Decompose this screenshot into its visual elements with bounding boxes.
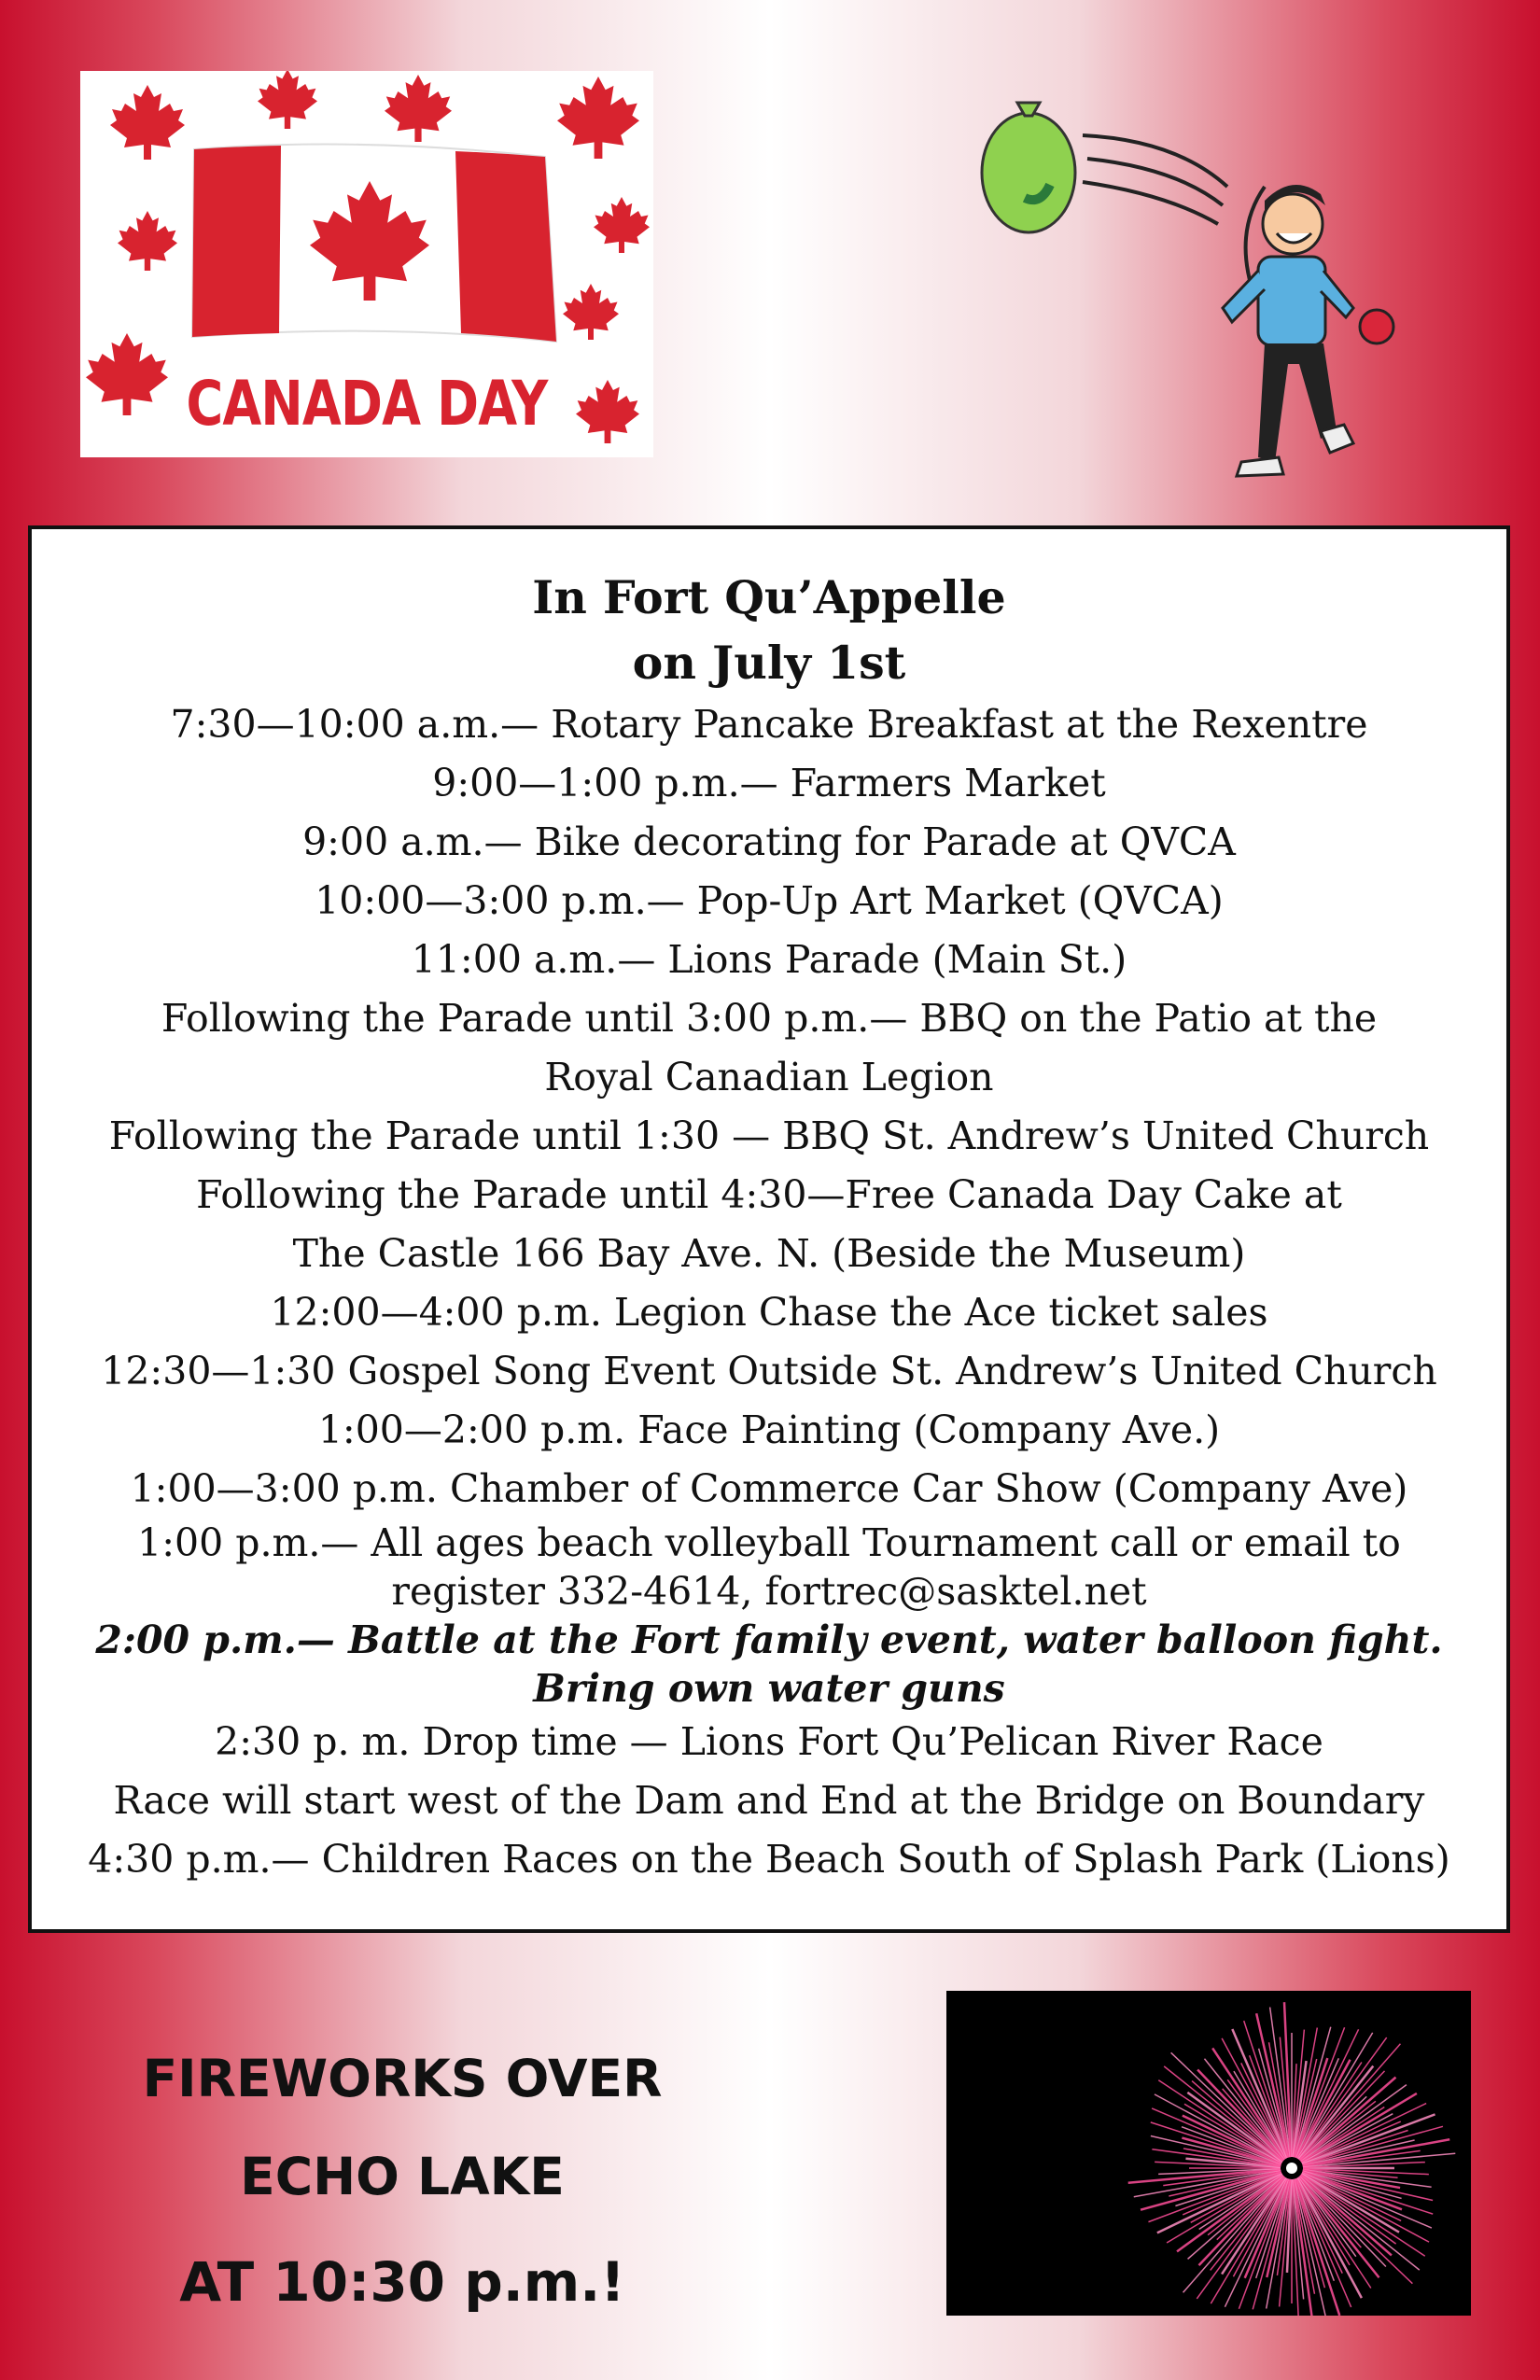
schedule-entry: Race will start west of the Dam and End at the Bridge on Boundary xyxy=(113,1778,1425,1823)
fireworks-line1: FIREWORKS OVER xyxy=(142,2049,663,2108)
schedule-entry: 10:00—3:00 p.m.— Pop-Up Art Market (QVCA) xyxy=(315,878,1224,923)
logo-text: CANADA DAY xyxy=(186,368,548,440)
fireworks-image xyxy=(946,1991,1471,2316)
schedule-entry: 2:30 p. m. Drop time — Lions Fort Qu’Pelican River Race xyxy=(215,1719,1323,1764)
schedule-entry: 9:00 a.m.— Bike decorating for Parade at QVCA xyxy=(302,819,1236,864)
schedule-title-line1: In Fort Qu’Appelle xyxy=(532,570,1006,624)
schedule-title-line2: on July 1st xyxy=(632,636,906,690)
schedule-entry: Following the Parade until 3:00 p.m.— BBQ on the Patio at the xyxy=(161,996,1378,1041)
fireworks-line2: ECHO LAKE xyxy=(240,2147,565,2206)
fireworks-line3: AT 10:30 p.m.! xyxy=(179,2250,625,2314)
schedule-entry-highlight: 2:00 p.m.— Battle at the Fort family event, water balloon fight. xyxy=(95,1617,1443,1662)
schedule-entry: The Castle 166 Bay Ave. N. (Beside the Museum) xyxy=(292,1231,1246,1276)
fireworks-burst-icon xyxy=(946,1991,1471,2316)
schedule-entry: Following the Parade until 4:30—Free Canada Day Cake at xyxy=(196,1172,1342,1217)
canada-day-logo xyxy=(80,71,653,457)
schedule-box xyxy=(28,525,1510,1933)
schedule-entry: 12:00—4:00 p.m. Legion Chase the Ace ticket sales xyxy=(270,1290,1268,1335)
schedule-entry-highlight: Bring own water guns xyxy=(533,1666,1005,1711)
schedule-entry: register 332-4614, fortrec@sasktel.net xyxy=(391,1569,1147,1614)
water-balloon-thrower-image xyxy=(961,84,1447,504)
schedule-entry: 12:30—1:30 Gospel Song Event Outside St. Andrew’s United Church xyxy=(101,1349,1437,1393)
schedule-entry: 1:00—2:00 p.m. Face Painting (Company Ave.) xyxy=(317,1407,1221,1452)
schedule-entry: 9:00—1:00 p.m.— Farmers Market xyxy=(432,761,1106,805)
schedule-entry: Following the Parade until 1:30 — BBQ St. Andrew’s United Church xyxy=(108,1113,1430,1158)
schedule-entry: Royal Canadian Legion xyxy=(544,1055,994,1099)
fireworks-announcement xyxy=(80,2030,724,2324)
schedule-entry: 4:30 p.m.— Children Races on the Beach South of Splash Park (Lions) xyxy=(88,1837,1450,1882)
schedule-entry: 7:30—10:00 a.m.— Rotary Pancake Breakfast at the Rexentre xyxy=(170,702,1368,747)
schedule-entry: 11:00 a.m.— Lions Parade (Main St.) xyxy=(411,937,1127,982)
schedule-entry: 1:00 p.m.— All ages beach volleyball Tournament call or email to xyxy=(137,1520,1401,1565)
schedule-entry: 1:00—3:00 p.m. Chamber of Commerce Car Show (Company Ave) xyxy=(130,1466,1408,1511)
water-balloon-icon xyxy=(982,103,1075,232)
